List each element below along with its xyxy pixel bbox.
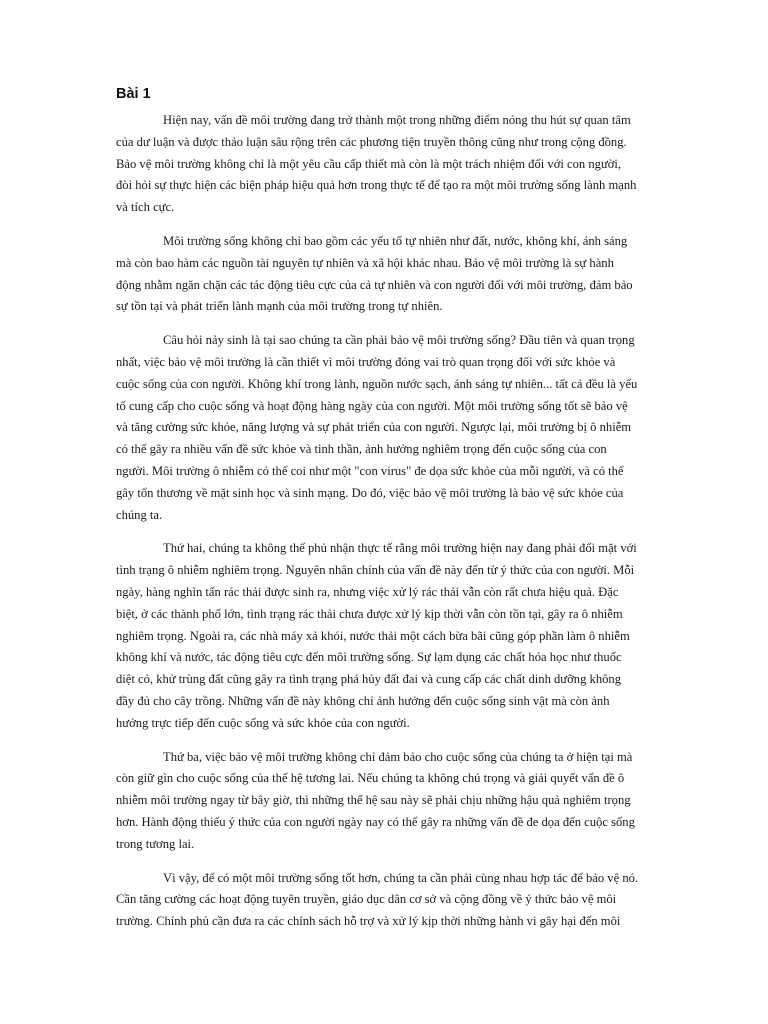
paragraph-4: Thứ hai, chúng ta không thể phủ nhận thực tế rằng môi trường hiện nay đang phải đối mặt với tình trạng ô nhiễm nghiêm trọng. Nguyên nhân chính của vấn đề này đến từ ý thức của con người. Mỗi ngày, hàng nghìn tấn rác thải được sinh ra, nhưng việc xử lý rác thải vẫn còn rất chưa hiệu quả. Đặc biệt, ở các thành phố lớn, tình trạng rác thải chưa được xử lý kịp thời vẫn còn tồn tại, gây ra ô nhiễm nghiêm trọng. Ngoài ra, các nhà máy xả khói, nước thải một cách bừa bãi cũng góp phần làm ô nhiễm không khí và nước, tác động tiêu cực đến môi trường sống. Sự lạm dụng các chất hóa học như thuốc diệt cỏ, khử trùng đất cũng gây ra tình trạng phá hủy đất đai và cung cấp các chất dinh dưỡng không đầy đủ cho cây trồng. Những vấn đề này không chỉ ảnh hưởng đến cuộc sống sinh vật mà còn ảnh hưởng trực tiếp đến cuộc sống và sức khỏe của con người. — [116, 541, 637, 730]
paragraph-6: Vì vậy, để có một môi trường sống tốt hơn, chúng ta cần phải cùng nhau hợp tác để bảo vệ nó. Cần tăng cường các hoạt động tuyên truyền, giáo dục dân cơ sở và cộng đồng về ý thức bảo vệ môi trường. Chính phủ cần đưa ra các chính sách hỗ trợ và xử lý kịp thời những hành vi gây hại đến môi — [116, 870, 639, 929]
document-heading: Bài 1 — [116, 86, 151, 102]
document-body — [116, 110, 653, 945]
paragraph-5: Thứ ba, việc bảo vệ môi trường không chỉ đảm bảo cho cuộc sống của chúng ta ở hiện tại mà còn giữ gìn cho cuộc sống của thế hệ tương lai. Nếu chúng ta không chú trọng và giải quyết vấn đề ô nhiễm môi trường ngay từ bây giờ, thì những thế hệ sau này sẽ phải chịu những hậu quả nghiêm trọng hơn. Hành động thiếu ý thức của con người ngày nay có thể gây ra những vấn đề đe dọa đến cuộc sống trong tương lai. — [116, 749, 635, 851]
paragraph-1: Hiện nay, vấn đề môi trường đang trở thành một trong những điểm nóng thu hút sự quan tâm của dư luận và được thảo luận sâu rộng trên các phương tiện truyền thông cũng như trong cộng đồng. Bảo vệ môi trường không chỉ là một yêu cầu cấp thiết mà còn là một trách nhiệm đối với con người, đòi hỏi sự thực hiện các biện pháp hiệu quả hơn trong thực tế để tạo ra một môi trường sống lành mạnh và tích cực. — [116, 113, 637, 215]
paragraph-2: Môi trường sống không chỉ bao gồm các yếu tố tự nhiên như đất, nước, không khí, ánh sáng mà còn bao hàm các nguồn tài nguyên tự nhiên và xã hội khác nhau. Bảo vệ môi trường là sự hành động nhằm ngăn chặn các tác động tiêu cực của cả tự nhiên và con người đối với môi trường, đảm bảo sự tồn tại và phát triển lành mạnh của môi trường trong tự nhiên. — [116, 233, 633, 314]
paragraph-3: Câu hỏi nảy sinh là tại sao chúng ta cần phải bảo vệ môi trường sống? Đầu tiên và quan trọng nhất, việc bảo vệ môi trường là cần thiết vì môi trường đóng vai trò quan trọng đối với sức khỏe và cuộc sống của con người. Không khí trong lành, nguồn nước sạch, ánh sáng tự nhiên... tất cả đều là yếu tố cung cấp cho cuộc sống và hoạt động hàng ngày của con người. Một môi trường sống tốt sẽ bảo vệ và tăng cường sức khỏe, năng lượng và sự phát triển của con người. Ngược lại, môi trường bị ô nhiễm có thể gây ra nhiều vấn đề sức khỏe và tinh thần, ảnh hưởng nghiêm trọng đến cuộc sống của con người. Môi trường ô nhiễm có thể coi như một "con virus" đe dọa sức khỏe của mỗi người, và có thể gây tổn thương về mặt sinh học và sinh mạng. Do đó, việc bảo vệ môi trường là bảo vệ sức khỏe của chúng ta. — [116, 333, 638, 522]
